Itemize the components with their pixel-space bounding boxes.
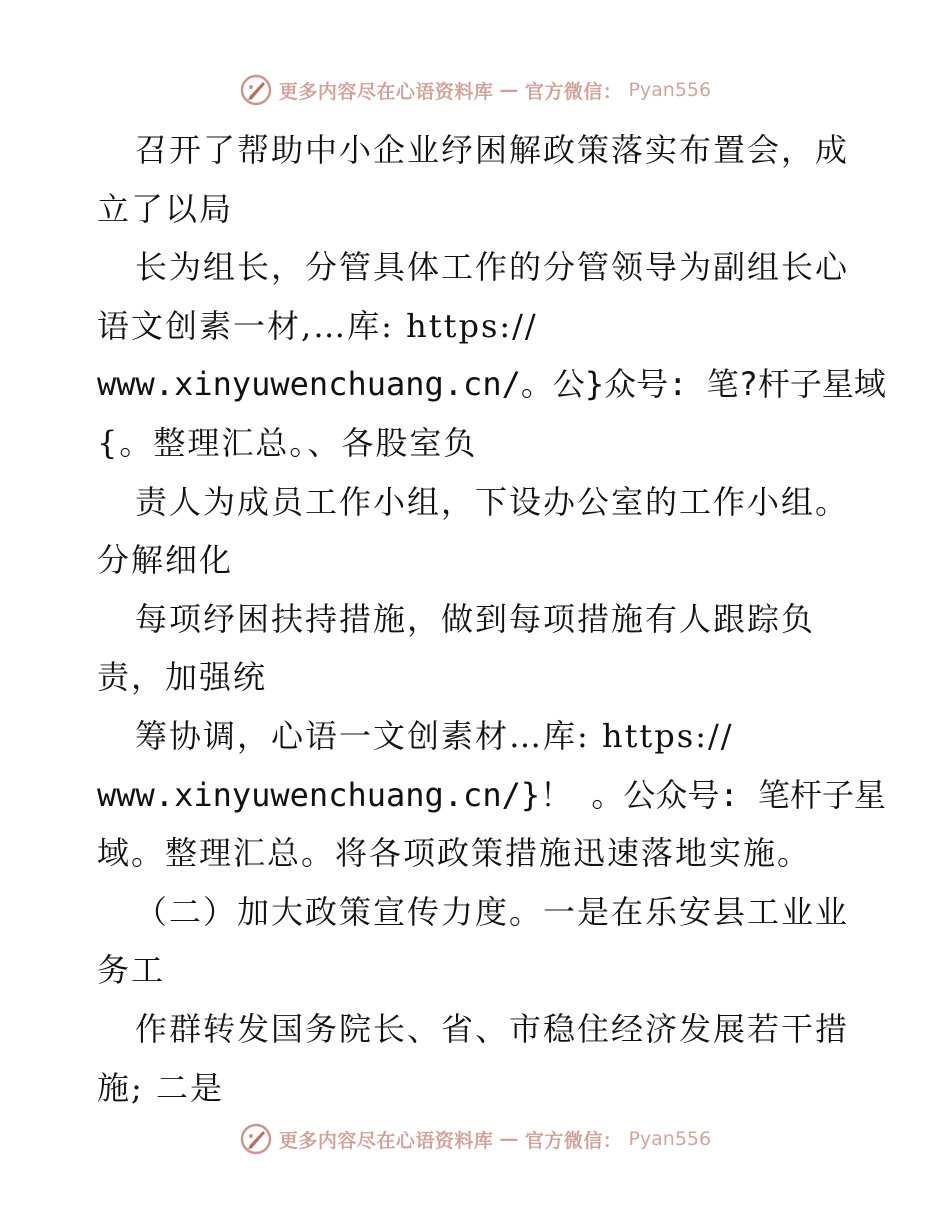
banner-title: 更多内容尽在心语资料库 — [278, 1129, 494, 1152]
footer-banner-content — [239, 1122, 711, 1156]
text-line: 分解细化 — [97, 541, 234, 580]
banner-title: 更多内容尽在心语资料库 — [278, 80, 494, 103]
text-line: www.xinyuwenchuang.cn/。公}众号: 笔?杆子星域 — [97, 365, 886, 404]
text-line: 筹协调，心语一文创素材…库: https:// — [135, 716, 734, 755]
text-line: 长为组长，分管具体工作的分管领导为副组长心 — [135, 248, 850, 287]
quill-pen-icon — [239, 73, 273, 107]
banner-wechat-label: 官方微信： — [524, 80, 623, 103]
banner-wechat-id: Pyan556 — [628, 1128, 712, 1150]
text-line: 域。整理汇总。将各项政策措施迅速落地实施。 — [97, 834, 812, 873]
text-line: 责人为成员工作小组，下设办公室的工作小组。 — [135, 482, 850, 521]
text-line: 务工 — [97, 951, 166, 990]
text-line: 每项纾困扶持措施，做到每项措施有人跟踪负 — [135, 599, 816, 638]
text-line: 作群转发国务院长、省、市稳住经济发展若干措 — [135, 1009, 850, 1048]
text-line: 责，加强统 — [97, 658, 268, 697]
header-banner-content — [239, 73, 711, 107]
text-line: 语文创素一材,…库: https:// — [97, 306, 538, 345]
banner-dash: — — [499, 1128, 519, 1150]
footer-banner — [0, 1119, 950, 1159]
quill-pen-icon — [239, 1122, 273, 1156]
banner-dash: — — [499, 79, 519, 101]
text-line: 施; 二是 — [97, 1068, 224, 1107]
text-line: 立了以局 — [97, 189, 234, 228]
text-line: 召开了帮助中小企业纾困解政策落实布置会，成 — [135, 131, 850, 169]
banner-wechat-label: 官方微信： — [524, 1129, 623, 1152]
header-banner — [0, 70, 950, 110]
document-body — [97, 121, 886, 1117]
text-line: www.xinyuwenchuang.cn/}！ 。公众号: 笔杆子星 — [97, 775, 886, 814]
banner-wechat-id: Pyan556 — [628, 79, 712, 101]
text-line: （二）加大政策宣传力度。一是在乐安县工业业 — [135, 892, 850, 931]
text-line: {。整理汇总。、各股室负 — [97, 423, 478, 462]
